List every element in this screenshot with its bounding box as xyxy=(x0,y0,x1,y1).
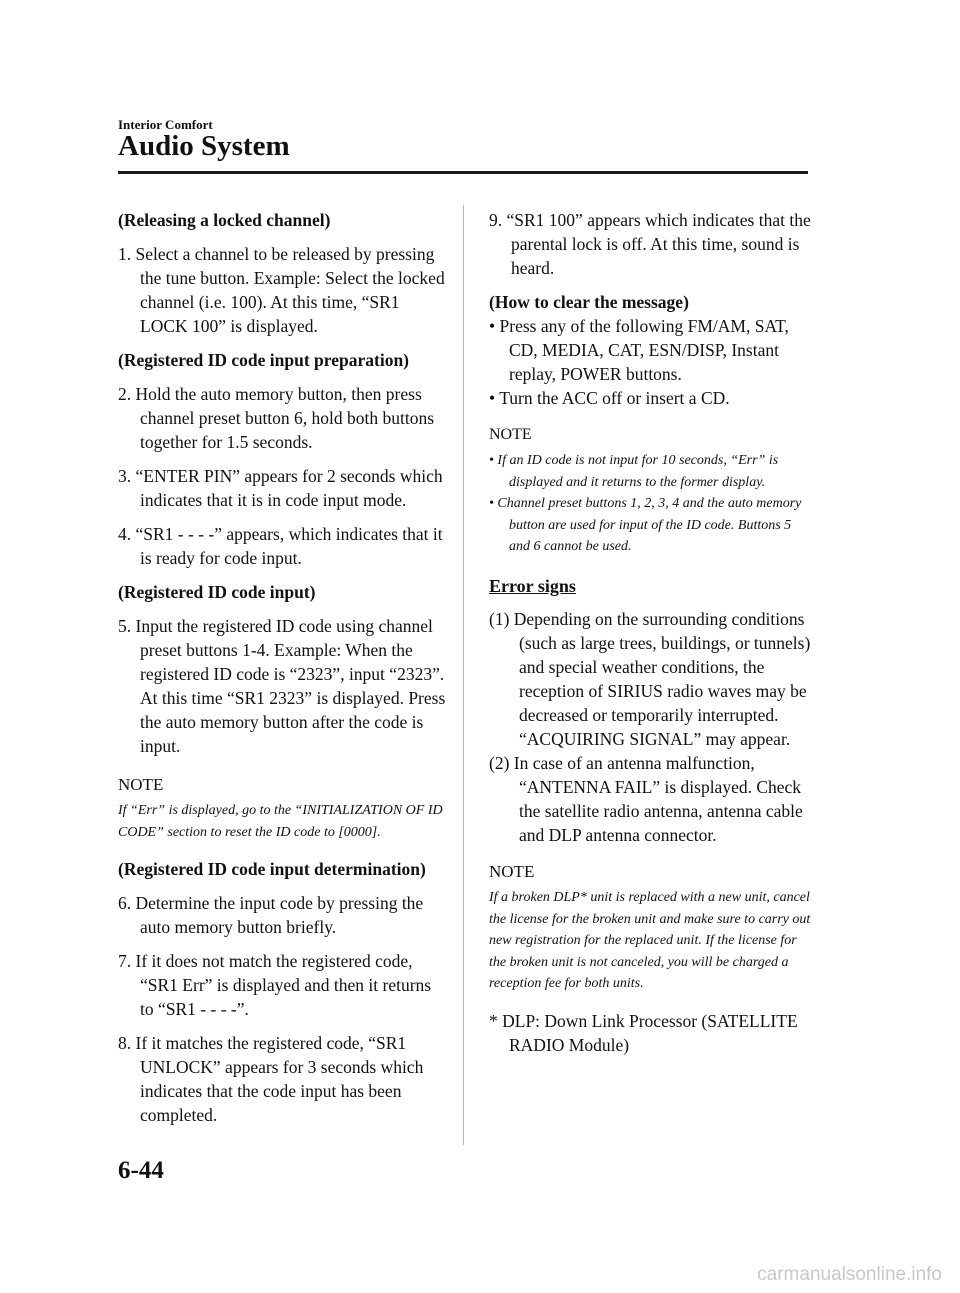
left-column xyxy=(118,208,446,1127)
step-4: 4. “SR1 - - - -” appears, which indicates that it is ready for code input. xyxy=(118,524,443,568)
footnote: * DLP: Down Link Processor (SATELLITE RADIO Module) xyxy=(489,1010,798,1055)
step-5: 5. Input the registered ID code using channel preset buttons 1-4. Example: When the registered ID code is “2323”, input “2323”. At this time “SR1 2323” is displayed. Press the auto memory button after the code is input. xyxy=(118,616,446,756)
step-1: 1. Select a channel to be released by pressing the tune button. Example: Select the locked channel (i.e. 100). At this time, “SR1 LOCK 100” is displayed. xyxy=(118,244,445,336)
prep-heading: (Registered ID code input preparation) xyxy=(118,350,410,370)
note-bullet-text: Channel preset buttons 1, 2, 3, 4 and the auto memory button are used for input of the ID code. Buttons 5 and 6 cannot be used. xyxy=(497,496,802,555)
note-label: NOTE xyxy=(118,775,164,794)
note-bullet-text: If an ID code is not input for 10 seconds, “Err” is displayed and it returns to the former display. xyxy=(497,453,779,490)
step-2: 2. Hold the auto memory button, then press channel preset button 6, hold both buttons together for 1.5 seconds. xyxy=(118,384,435,452)
header-rule xyxy=(118,171,808,174)
clear-bullet xyxy=(489,314,814,386)
step-6: 6. Determine the input code by pressing the auto memory button briefly. xyxy=(118,893,424,938)
step-7: 7. If it does not match the registered code, “SR1 Err” is displayed and then it returns to “SR1 - - - -”. xyxy=(118,951,432,1020)
determination-heading: (Registered ID code input determination) xyxy=(118,859,426,880)
error-item-1: (1) Depending on the surrounding conditions (such as large trees, buildings, or tunnels) and special weather conditions, the reception of SIRIUS radio waves may be decreased or temporarily interrupted. “ACQUIRING SIGNAL” may appear. xyxy=(489,608,811,749)
bullet-glyph: • xyxy=(489,316,496,336)
error-item-2: (2) In case of an antenna malfunction, “ANTENNA FAIL” is displayed. Check the satellite radio antenna, antenna cable and DLP antenna connector. xyxy=(489,752,803,845)
note-bullet xyxy=(489,493,814,558)
bullet-glyph: • xyxy=(489,496,494,512)
clear-bullet-text: Press any of the following FM/AM, SAT, CD, MEDIA, CAT, ESN/DISP, Instant replay, POWER buttons. xyxy=(499,316,789,384)
input-heading: (Registered ID code input) xyxy=(118,582,316,602)
step-8: 8. If it matches the registered code, “SR1 UNLOCK” appears for 3 seconds which indicates that the code input has been completed. xyxy=(118,1033,424,1126)
releasing-heading: (Releasing a locked channel) xyxy=(118,210,331,230)
error-signs-heading: Error signs xyxy=(489,575,576,596)
note-text: If a broken DLP* unit is replaced with a new unit, cancel the license for the broken unit and make sure to carry out new registration for the replaced unit. If the license for the broken unit is not canceled, you will be charged a reception fee for both units. xyxy=(489,889,811,992)
clear-bullet xyxy=(489,386,814,410)
section-label: Interior Comfort xyxy=(118,117,213,132)
note-label: NOTE xyxy=(489,861,535,881)
bullet-glyph: • xyxy=(489,453,494,468)
column-divider xyxy=(463,205,464,1145)
note-text: If “Err” is displayed, go to the “INITIALIZATION OF ID CODE” section to reset the ID code to [0000]. xyxy=(118,803,443,840)
step-3: 3. “ENTER PIN” appears for 2 seconds which indicates that it is in code input mode. xyxy=(118,466,443,510)
note-label: NOTE xyxy=(489,426,532,443)
page-number: 6-44 xyxy=(118,1157,164,1184)
page-title: Audio System xyxy=(118,130,290,162)
clear-bullet-text: Turn the ACC off or insert a CD. xyxy=(499,388,730,408)
note-bullet xyxy=(489,450,814,493)
bullet-glyph: • xyxy=(489,388,496,408)
step-9: 9. “SR1 100” appears which indicates that the parental lock is off. At this time, sound is heard. xyxy=(489,210,811,278)
right-column xyxy=(489,208,814,1057)
watermark: carmanualsonline.info xyxy=(757,1264,942,1285)
clear-heading: (How to clear the message) xyxy=(489,292,689,312)
